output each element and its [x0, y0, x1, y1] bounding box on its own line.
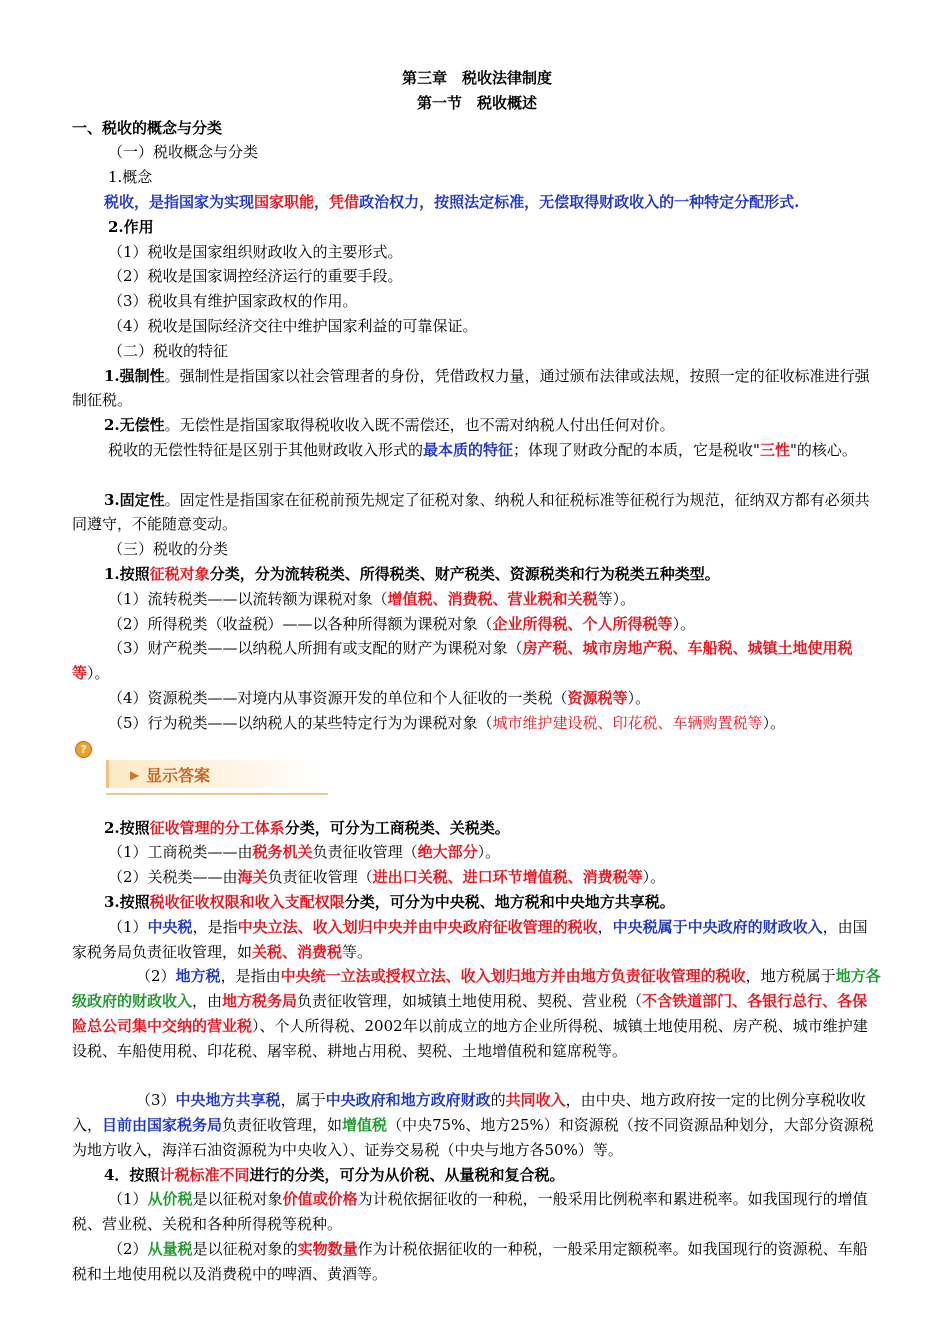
section-title: 第一节 税收概述	[416, 93, 537, 112]
paragraph: 2.无偿性。无偿性是指国家取得税收收入既不需偿还，也不需对纳税人付出任何对价。	[104, 416, 675, 435]
list-item: （4）税收是国际经济交往中维护国家利益的可靠保证。	[108, 316, 478, 335]
sub-heading: （一）税收概念与分类	[108, 143, 259, 162]
list-item: （5）行为税类——以纳税人的某些特定行为为课税对象（城市维护建设税、印花税、车辆购置税等）。	[108, 713, 786, 732]
list-item: （3）税收具有维护国家政权的作用。	[108, 292, 358, 311]
paragraph: （2）从量税是以征税对象的实物数量作为计税依据征收的一种税，一般采用定额税率。如我国现行的资源税、车船税和土地使用税以及消费税中的啤酒、黄酒等。	[72, 1240, 868, 1283]
paragraph: （2）地方税，是指由中央统一立法或授权立法、收入划归地方并由地方负责征收管理的税收，地方税属于地方各级政府的财政收入，由地方税务局负责征收管理，如城镇土地使用税、契税、营业税（不含铁道部门、各银行总行、各保险总公司集中交纳的营业税）、个人所得税、2002年以前成立的地方企业所得税、城镇土地使用税、房产税、城市维护建设税、车船使用税、印花税、屠宰税、耕地占用税、契税、土地增值税和筵席税等。	[72, 967, 881, 1060]
definition: 税收，是指国家为实现国家职能，凭借政治权力，按照法定标准，无偿取得财政收入的一种特定分配形式.	[104, 192, 800, 211]
list-item: （4）资源税类——对境内从事资源开发的单位和个人征收的一类税（资源税等）。	[108, 688, 651, 707]
paragraph: 4．按照计税标准不同进行的分类，可分为从价税、从量税和复合税。	[104, 1165, 565, 1184]
list-item: （2）税收是国家调控经济运行的重要手段。	[108, 267, 403, 286]
chapter-title: 第三章 税收法律制度	[401, 69, 552, 87]
sub-heading: （三）税收的分类	[108, 540, 229, 559]
list-item: （1）流转税类——以流转额为课税对象（增值税、消费税、营业税和关税等）。	[108, 589, 636, 608]
list-item: （3）财产税类——以纳税人所拥有或支配的财产为课税对象（房产税、城市房地产税、车船税、城镇土地使用税等）。	[72, 639, 853, 683]
show-answer-label: 显示答案	[146, 766, 211, 785]
paragraph: （1）从价税是以征税对象价值或价格为计税依据征收的一种税，一般采用比例税率和累进税率。如我国现行的增值税、营业税、关税和各种所得税等税种。	[72, 1190, 868, 1234]
paragraph: 2.按照征收管理的分工体系分类，可分为工商税类、关税类。	[104, 818, 510, 837]
heading-1: 一、税收的概念与分类	[72, 118, 223, 137]
paragraph: （1）中央税，是指中央立法、收入划归中央并由中央政府征收管理的税收，中央税属于中央政府的财政收入，由国家税务局负责征收管理，如关税、消费税等。	[72, 917, 868, 961]
item-heading: 2.作用	[108, 217, 154, 236]
item-heading: 1.概念	[108, 168, 153, 187]
help-icon[interactable]: ?	[75, 741, 92, 758]
document-body	[72, 66, 882, 1287]
paragraph: 3.固定性。固定性是指国家在征税前预先规定了征税对象、纳税人和征税标准等征税行为规范，征纳双方都有必须共同遵守，不能随意变动。	[72, 490, 870, 534]
paragraph: 1.按照征税对象分类，分为流转税类、所得税类、财产税类、资源税类和行为税类五种类型。	[104, 564, 720, 583]
paragraph: 1.强制性。强制性是指国家以社会管理者的身份，凭借政权力量，通过颁布法律或法规，按照一定的征收标准进行强制征税。	[72, 366, 870, 410]
list-item: （2）所得税类（收益税）——以各种所得额为课税对象（企业所得税、个人所得税等）。	[108, 614, 696, 633]
paragraph: 3.按照税收征收权限和收入支配权限分类，可分为中央税、地方税和中央地方共享税。	[104, 892, 675, 911]
paragraph: （3）中央地方共享税，属于中央政府和地方政府财政的共同收入，由中央、地方政府按一定的比例分享税收收入，目前由国家税务局负责征收管理，如增值税（中央75%、地方25%）和资源税（按不同资源品种划分，大部分资源税为地方收入，海洋石油资源税为中央收入）、证券交易税（中央与地方各50%）等。	[72, 1091, 874, 1159]
arrow-icon: ▶	[130, 768, 140, 782]
sub-heading: （二）税收的特征	[108, 341, 229, 360]
list-item: （2）关税类——由海关负责征收管理（进出口关税、进口环节增值税、消费税等）。	[108, 868, 666, 887]
paragraph: 税收的无偿性特征是区别于其他财政收入形式的最本质的特征；体现了财政分配的本质，它是税收"三性"的核心。	[108, 440, 857, 459]
list-item: （1）税收是国家组织财政收入的主要形式。	[108, 242, 403, 261]
list-item: （1）工商税类——由税务机关负责征收管理（绝大部分）。	[108, 843, 501, 862]
